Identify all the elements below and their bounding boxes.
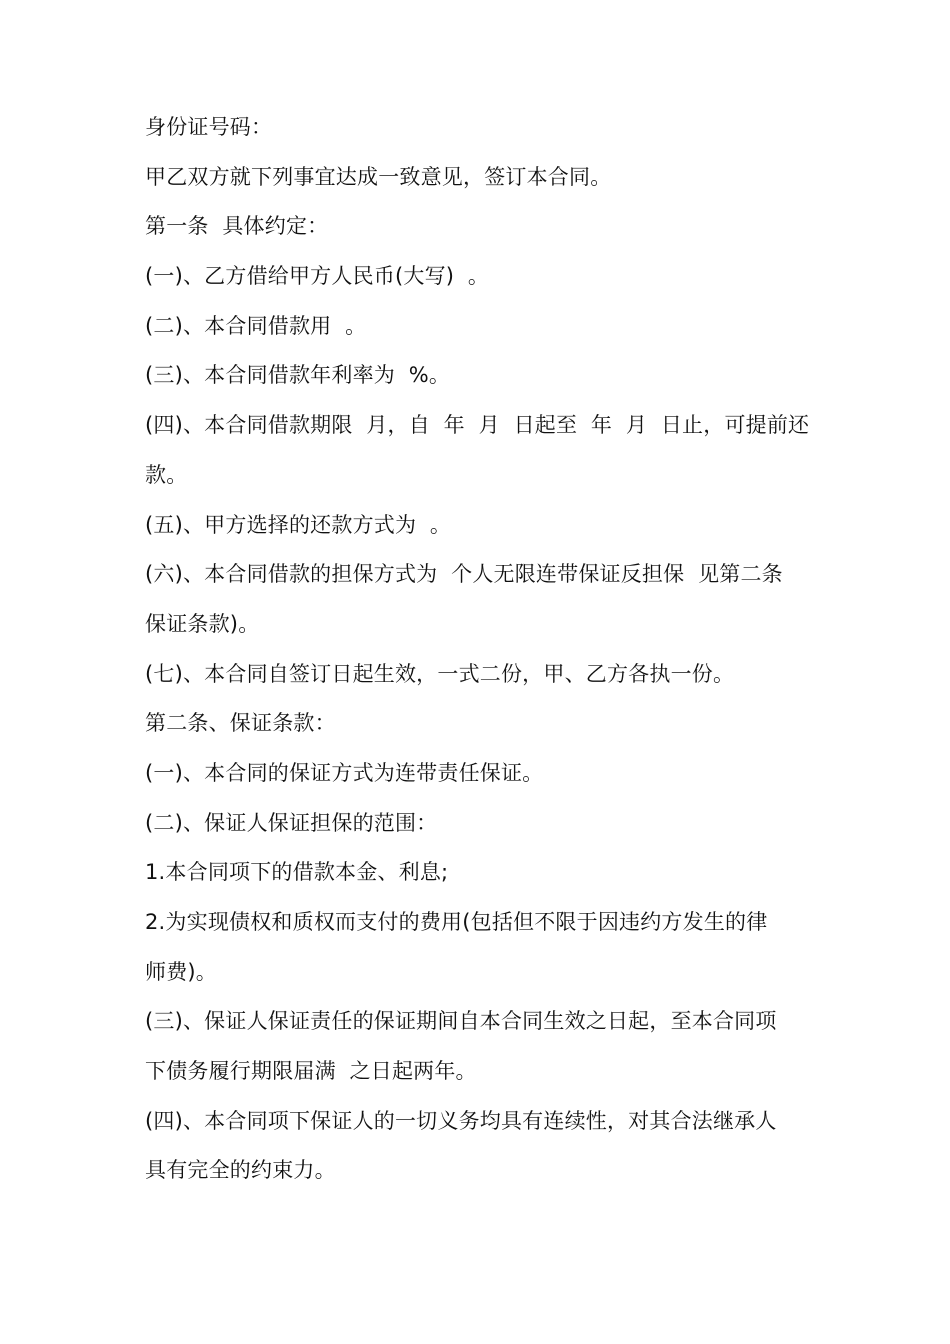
text-line: (七)、本合同自签订日起生效，一式二份，甲、乙方各执一份。 xyxy=(145,661,735,686)
text-line: (四)、本合同项下保证人的一切义务均具有连续性，对其合法继承人 xyxy=(145,1108,777,1133)
text-line: (三)、本合同借款年利率为 %。 xyxy=(145,363,451,388)
text-line: (一)、乙方借给甲方人民币(大写) 。 xyxy=(145,264,490,289)
text-line: 师费)。 xyxy=(145,959,217,984)
text-line: 保证条款)。 xyxy=(145,611,260,636)
text-line: (五)、甲方选择的还款方式为 。 xyxy=(145,512,452,537)
text-line: (三)、保证人保证责任的保证期间自本合同生效之日起，至本合同项 xyxy=(145,1009,777,1034)
text-line: (一)、本合同的保证方式为连带责任保证。 xyxy=(145,760,544,785)
text-line: 1.本合同项下的借款本金、利息; xyxy=(145,860,449,885)
text-line: (六)、本合同借款的担保方式为 个人无限连带保证反担保 见第二条 xyxy=(145,562,783,587)
text-line: 下债务履行期限届满 之日起两年。 xyxy=(145,1059,477,1084)
section-heading: 第二条、保证条款： xyxy=(145,711,336,736)
text-line: (四)、本合同借款期限 月，自 年 月 日起至 年 月 日止，可提前还 xyxy=(145,413,810,438)
text-line: (二)、保证人保证担保的范围： xyxy=(145,810,438,835)
text-line: 具有完全的约束力。 xyxy=(145,1158,336,1183)
text-line: (二)、本合同借款用 。 xyxy=(145,313,367,338)
text-line: 2.为实现债权和质权而支付的费用(包括但不限于因违约方发生的律 xyxy=(145,910,768,934)
text-line: 款。 xyxy=(145,462,188,487)
section-heading: 第一条 具体约定： xyxy=(145,214,329,239)
text-line: 甲乙双方就下列事宜达成一致意见，签订本合同。 xyxy=(145,164,612,189)
text-line: 身份证号码： xyxy=(145,115,273,139)
document-body xyxy=(145,103,815,1196)
